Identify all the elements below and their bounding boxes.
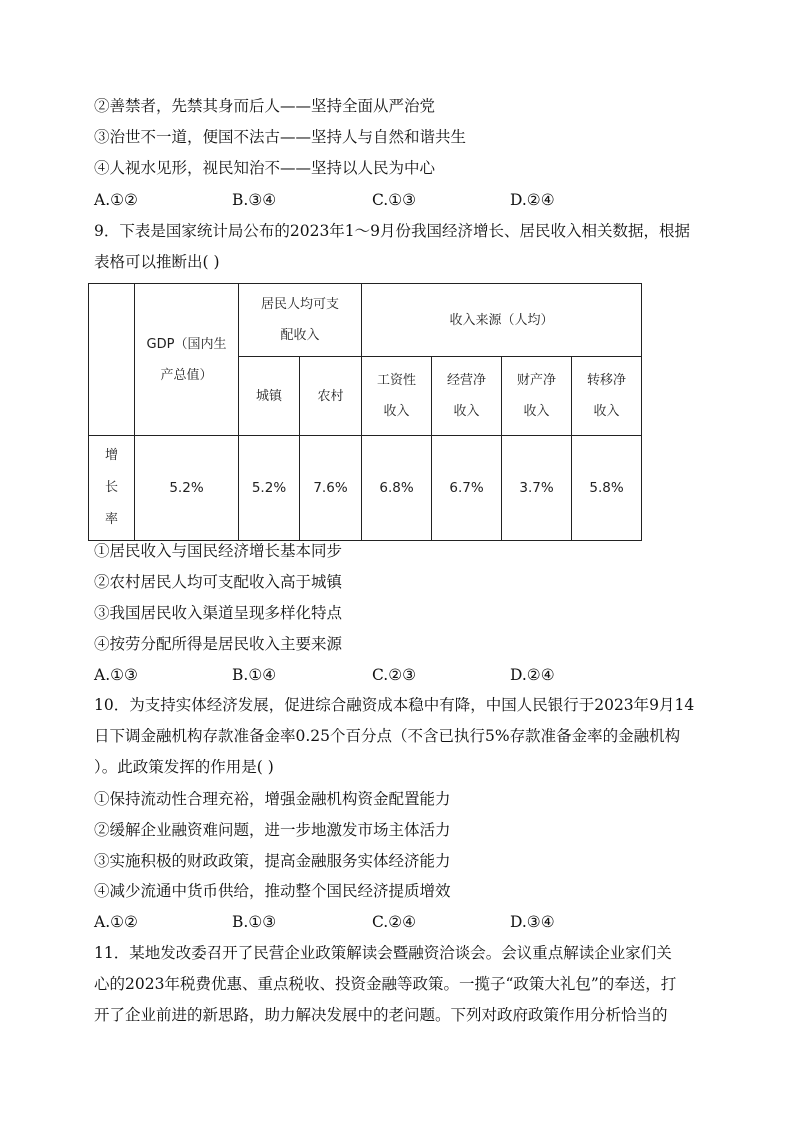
income-growth-table xyxy=(88,283,642,541)
urban-header-label: 城镇 xyxy=(255,388,282,404)
gdp-growth-value: 5.2% xyxy=(135,436,239,541)
q8-option-a[interactable]: A.①② xyxy=(94,191,138,209)
gdp-header-line2: 产总值） xyxy=(160,367,213,383)
property-income-header xyxy=(502,357,572,436)
q8-statement-3: ③治世不一道，便国不法古——坚持人与自然和谐共生 xyxy=(94,128,467,146)
q8-option-b[interactable]: B.③④ xyxy=(232,191,277,209)
q10-statement-2: ②缓解企业融资难问题，进一步地激发市场主体活力 xyxy=(94,821,451,839)
gdp-header-line1: GDP（国内生 xyxy=(146,336,227,352)
property-growth-value: 3.7% xyxy=(502,436,572,541)
business-header-line2: 收入 xyxy=(453,404,480,419)
transfer-growth-value: 5.8% xyxy=(572,436,642,541)
q11-stem-line3: 开了企业前进的新思路，助力解决发展中的老问题。下列对政府政策作用分析恰当的 xyxy=(94,1006,668,1024)
q9-statement-1: ①居民收入与国民经济增长基本同步 xyxy=(94,542,343,560)
q10-option-b[interactable]: B.①③ xyxy=(232,913,277,931)
q10-option-d[interactable]: D.③④ xyxy=(510,913,555,931)
table-header-row-1 xyxy=(89,284,642,357)
income-source-header: 收入来源（人均） xyxy=(362,284,642,357)
q9-option-a[interactable]: A.①③ xyxy=(94,666,138,684)
q9-option-c[interactable]: C.②③ xyxy=(372,666,417,684)
q10-stem-line3: ）。此政策发挥的作用是( ) xyxy=(94,758,274,776)
q8-statement-4: ④人视水见形，视民知治不——坚持以人民为中心 xyxy=(94,159,436,177)
property-header-line2: 收入 xyxy=(523,404,550,419)
disposable-income-header xyxy=(239,284,362,357)
transfer-header-line1: 转移净 xyxy=(587,373,627,388)
q9-stem-line2: 表格可以推断出( ) xyxy=(94,253,220,271)
q9-option-d[interactable]: D.②④ xyxy=(510,666,555,684)
q11-stem-line2: 心的2023年税费优惠、重点税收、投资金融等政策。一揽子“政策大礼包”的奉送，打 xyxy=(94,975,677,993)
gdp-header xyxy=(135,284,239,436)
wage-growth-value: 6.8% xyxy=(362,436,432,541)
growth-rate-label xyxy=(89,436,135,541)
wage-header-line2: 收入 xyxy=(383,404,410,419)
disposable-header-line2: 配收入 xyxy=(280,328,320,343)
rural-header-label: 农村 xyxy=(317,388,344,404)
business-income-header xyxy=(432,357,502,436)
business-header-line1: 经营净 xyxy=(447,373,487,388)
q10-statement-1: ①保持流动性合理充裕，增强金融机构资金配置能力 xyxy=(94,790,451,808)
q9-statement-2: ②农村居民人均可支配收入高于城镇 xyxy=(94,573,343,591)
property-header-line1: 财产净 xyxy=(517,373,557,388)
table-row xyxy=(89,436,642,541)
q8-option-d[interactable]: D.②④ xyxy=(510,191,555,209)
q10-stem-line1: 10．为支持实体经济发展，促进综合融资成本稳中有降，中国人民银行于2023年9月14 xyxy=(94,696,695,714)
q9-statement-3: ③我国居民收入渠道呈现多样化特点 xyxy=(94,604,343,622)
growth-rate-char-1: 增 xyxy=(104,448,118,463)
q11-stem-line1: 11．某地发改委召开了民营企业政策解读会暨融资洽谈会。会议重点解读企业家们关 xyxy=(94,944,672,962)
q10-stem-line2: 日下调金融机构存款准备金率0.25个百分点（不含已执行5%存款准备金率的金融机构 xyxy=(94,727,681,745)
disposable-header-line1: 居民人均可支 xyxy=(261,297,340,312)
q10-statement-3: ③实施积极的财政政策，提高金融服务实体经济能力 xyxy=(94,852,451,870)
urban-growth-value: 5.2% xyxy=(239,436,300,541)
q9-option-b[interactable]: B.①④ xyxy=(232,666,277,684)
q10-statement-4: ④减少流通中货币供给，推动整个国民经济提质增效 xyxy=(94,882,451,900)
urban-header xyxy=(239,357,300,436)
transfer-header-line2: 收入 xyxy=(593,404,620,419)
wage-header-line1: 工资性 xyxy=(377,373,417,388)
business-growth-value: 6.7% xyxy=(432,436,502,541)
q8-option-c[interactable]: C.①③ xyxy=(372,191,417,209)
q10-option-a[interactable]: A.①② xyxy=(94,913,138,931)
rural-header xyxy=(300,357,362,436)
wage-income-header xyxy=(362,357,432,436)
growth-rate-char-2: 长 xyxy=(104,480,118,495)
q9-stem-line1: 9．下表是国家统计局公布的2023年1～9月份我国经济增长、居民收入相关数据，根据 xyxy=(94,222,691,240)
growth-rate-char-3: 率 xyxy=(104,512,118,527)
q8-statement-2: ②善禁者，先禁其身而后人——坚持全面从严治党 xyxy=(94,97,436,115)
table-corner-cell xyxy=(89,284,135,436)
rural-growth-value: 7.6% xyxy=(300,436,362,541)
q9-statement-4: ④按劳分配所得是居民收入主要来源 xyxy=(94,635,343,653)
q10-option-c[interactable]: C.②④ xyxy=(372,913,417,931)
transfer-income-header xyxy=(572,357,642,436)
